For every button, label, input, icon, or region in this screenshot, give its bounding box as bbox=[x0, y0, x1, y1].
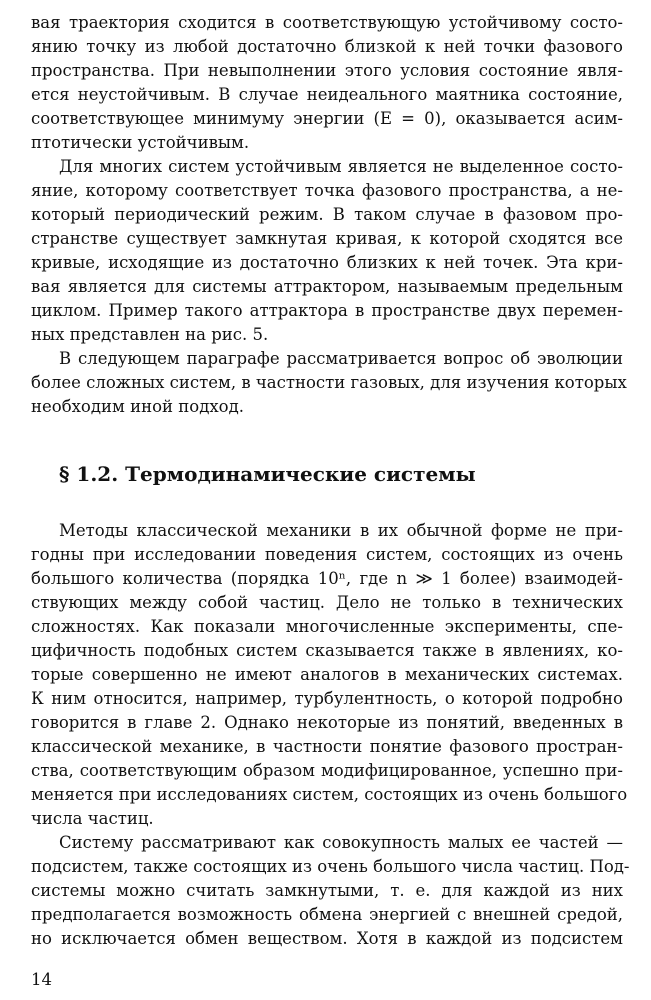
text-line: который периодический режим. В таком случае в фазовом про- bbox=[31, 205, 623, 224]
text-line: ется неустойчивым. В случае неидеального маятника состояние, bbox=[31, 85, 623, 104]
text-line: вая траектория сходится в соответствующую устойчивому состо- bbox=[31, 13, 623, 32]
text-line: говорится в главе 2. Однако некоторые из понятий, введенных в bbox=[31, 713, 623, 732]
text-line: В следующем параграфе рассматривается вопрос об эволюции bbox=[59, 349, 623, 368]
text-line: ства, соответствующим образом модифицированное, успешно при- bbox=[31, 761, 623, 780]
text-line: системы можно считать замкнутыми, т. е. для каждой из них bbox=[31, 881, 623, 900]
text-line: ных представлен на рис. 5. bbox=[31, 325, 269, 344]
text-line: яние, которому соответствует точка фазового пространства, а не- bbox=[31, 181, 623, 200]
text-line: янию точку из любой достаточно близкой к ней точки фазового bbox=[31, 37, 623, 56]
text-line: сложностях. Как показали многочисленные эксперименты, спе- bbox=[31, 617, 623, 636]
text-line: но исключается обмен веществом. Хотя в каждой из подсистем bbox=[31, 929, 623, 948]
text-line: торые совершенно не имеют аналогов в механических системах. bbox=[31, 665, 623, 684]
text-line: ствующих между собой частиц. Дело не только в технических bbox=[31, 593, 623, 612]
text-line: классической механике, в частности понятие фазового простран- bbox=[31, 737, 623, 756]
text-line: птотически устойчивым. bbox=[31, 133, 250, 152]
text-line: Для многих систем устойчивым является не выделенное состо- bbox=[59, 157, 623, 176]
text-line: цифичность подобных систем сказывается также в явлениях, ко- bbox=[31, 641, 623, 660]
text-line: странстве существует замкнутая кривая, к которой сходятся все bbox=[31, 229, 623, 248]
text-line: вая является для системы аттрактором, называемым предельным bbox=[31, 277, 623, 296]
text-line: соответствующее минимуму энергии (E = 0), оказывается асим- bbox=[31, 109, 623, 128]
text-line: кривые, исходящие из достаточно близких к ней точек. Эта кри- bbox=[31, 253, 623, 272]
text-line: годны при исследовании поведения систем, состоящих из очень bbox=[31, 545, 623, 564]
text-line: подсистем, также состоящих из очень большого числа частиц. Под- bbox=[31, 857, 630, 876]
text-line: пространства. При невыполнении этого условия состояние явля- bbox=[31, 61, 623, 80]
text-line: предполагается возможность обмена энергией с внешней средой, bbox=[31, 905, 623, 924]
text-line: большого количества (порядка 10ⁿ, где n ≫ 1 более) взаимодей- bbox=[31, 569, 623, 588]
text-line: циклом. Пример такого аттрактора в пространстве двух перемен- bbox=[31, 301, 623, 320]
text-line: меняется при исследованиях систем, состоящих из очень большого bbox=[31, 785, 628, 804]
page-number: 14 bbox=[31, 970, 52, 989]
section-heading: § 1.2. Термодинамические системы bbox=[59, 462, 476, 486]
text-line: необходим иной подход. bbox=[31, 397, 245, 416]
text-line: К ним относится, например, турбулентность, о которой подробно bbox=[31, 689, 623, 708]
text-line: Систему рассматривают как совокупность малых ее частей — bbox=[59, 833, 623, 852]
text-line: более сложных систем, в частности газовых, для изучения которых bbox=[31, 373, 627, 392]
text-line: Методы классической механики в их обычной форме не при- bbox=[59, 521, 623, 540]
text-line: числа частиц. bbox=[31, 809, 154, 828]
